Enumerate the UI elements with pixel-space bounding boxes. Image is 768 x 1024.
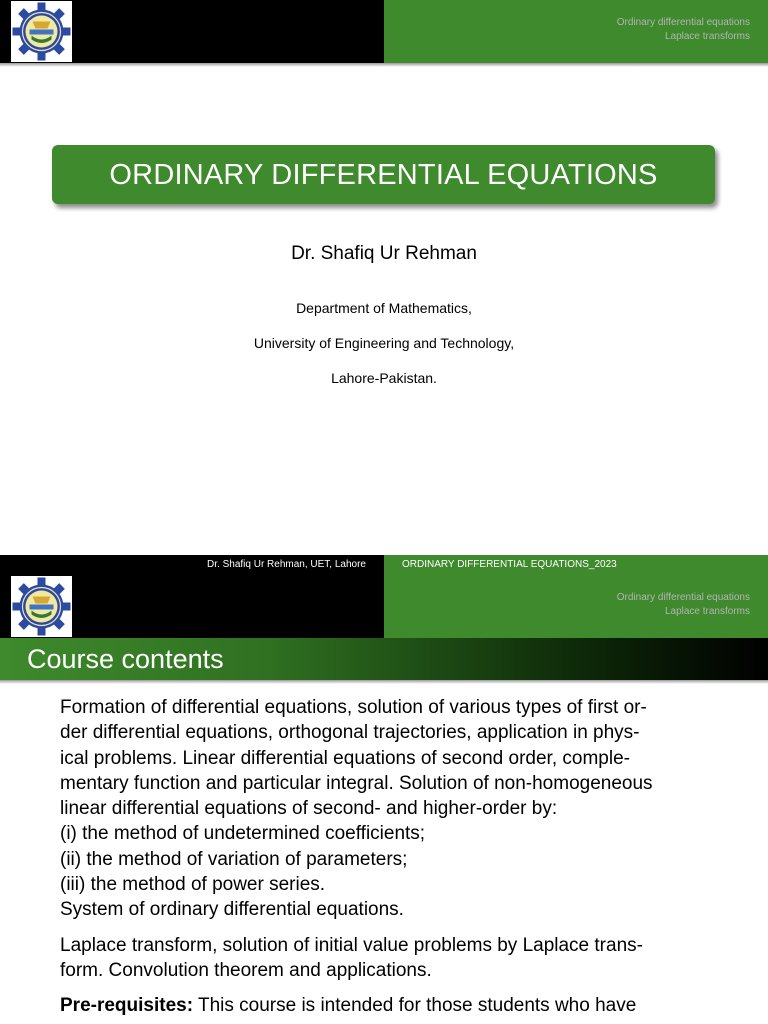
footline bbox=[0, 555, 768, 575]
text-line: System of ordinary differential equations. bbox=[60, 899, 404, 921]
text-line: der differential equations, orthogonal trajectories, application in phys- bbox=[60, 722, 640, 744]
header-nav bbox=[617, 16, 750, 44]
text-line: linear differential equations of second- and higher-order by: bbox=[60, 798, 558, 820]
course-description bbox=[60, 695, 712, 1019]
course-contents-slide bbox=[0, 555, 768, 1024]
affiliation-city: Lahore-Pakistan. bbox=[331, 370, 437, 386]
header-bar bbox=[0, 0, 768, 63]
author-name: Dr. Shafiq Ur Rehman bbox=[291, 243, 477, 264]
prerequisites-label: Pre-requisites: bbox=[60, 995, 194, 1017]
frame-title-bar bbox=[0, 638, 768, 680]
nav-section-laplace[interactable]: Laplace transforms bbox=[664, 31, 750, 42]
nav-section-laplace[interactable]: Laplace transforms bbox=[664, 606, 750, 617]
university-logo-icon bbox=[11, 576, 72, 637]
prerequisites-text: This course is intended for those students who have bbox=[193, 995, 637, 1017]
frame-title: Course contents bbox=[27, 644, 224, 674]
text-line: ical problems. Linear differential equations of second order, comple- bbox=[60, 747, 630, 769]
text-line: Formation of differential equations, solution of various types of first or- bbox=[60, 697, 647, 718]
prerequisites-paragraph bbox=[60, 993, 712, 1018]
text-line: (ii) the method of variation of parameters; bbox=[60, 848, 408, 870]
laplace-topics-paragraph bbox=[60, 933, 712, 984]
affiliation-university: University of Engineering and Technology, bbox=[253, 335, 515, 351]
slide-title: ORDINARY DIFFERENTIAL EQUATIONS bbox=[52, 145, 715, 204]
nav-section-ode[interactable]: Ordinary differential equations bbox=[616, 592, 750, 603]
text-line: (i) the method of undetermined coefficients; bbox=[60, 823, 426, 845]
text-line: (iii) the method of power series. bbox=[60, 874, 326, 896]
text-line: Laplace transform, solution of initial value problems by Laplace trans- bbox=[60, 934, 643, 956]
affiliation-department: Department of Mathematics, bbox=[296, 300, 472, 316]
footline-title-text: ORDINARY DIFFERENTIAL EQUATIONS_2023 bbox=[402, 559, 617, 570]
text-line: mentary function and particular integral. Solution of non-homogeneous bbox=[60, 772, 653, 794]
header-shadow bbox=[0, 63, 768, 67]
nav-section-ode[interactable]: Ordinary differential equations bbox=[616, 17, 750, 28]
footline-author bbox=[0, 555, 384, 575]
frame-title-shadow bbox=[0, 680, 768, 684]
footline-author-text: Dr. Shafiq Ur Rehman, UET, Lahore bbox=[207, 559, 366, 570]
footline-title bbox=[384, 555, 768, 575]
header-nav bbox=[617, 591, 750, 619]
university-logo-icon bbox=[11, 1, 72, 62]
text-line bbox=[60, 993, 712, 1018]
text-line: form. Convolution theorem and applications. bbox=[60, 959, 432, 981]
header-bar bbox=[0, 575, 768, 638]
course-topics-paragraph bbox=[60, 695, 712, 923]
